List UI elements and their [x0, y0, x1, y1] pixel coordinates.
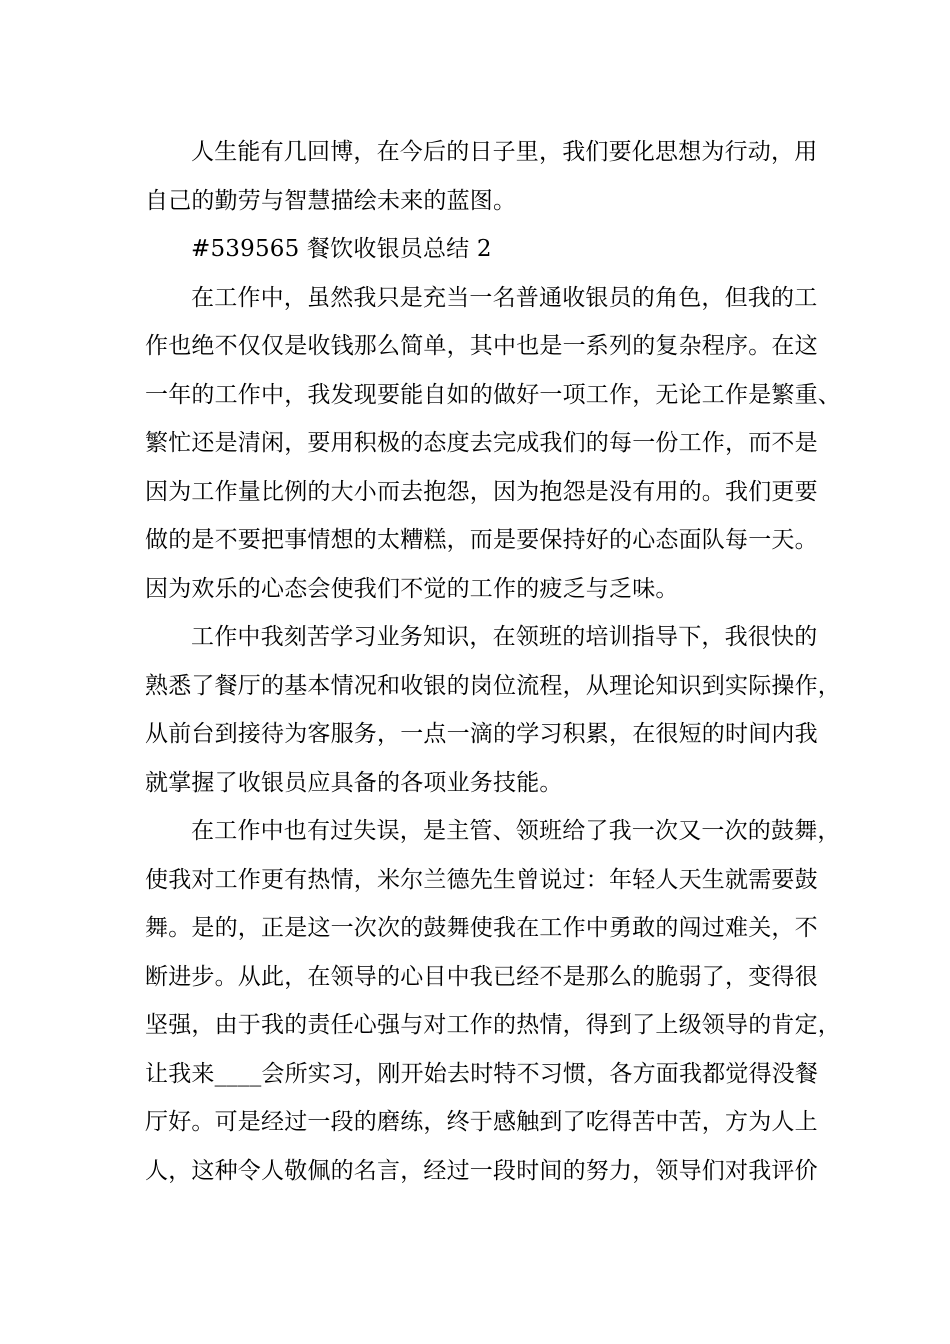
section-heading: #539565 餐饮收银员总结 2	[191, 236, 492, 262]
text-line: 让我来____会所实习，刚开始去时特不习惯，各方面我都觉得没餐	[145, 1060, 819, 1087]
paragraph-work	[145, 274, 841, 614]
text-line: 从前台到接待为客服务，一点一滴的学习积累，在很短的时间内我	[145, 721, 818, 747]
text-line: 人，这种令人敬佩的名言，经过一段时间的努力，领导们对我评价	[145, 1157, 818, 1184]
text-line: 坚强，由于我的责任心强与对工作的热情，得到了上级领导的肯定，	[145, 1012, 841, 1038]
text-line: 作也绝不仅仅是收钱那么简单，其中也是一系列的复杂程序。在这	[145, 333, 818, 359]
text-line: 工作中我刻苦学习业务知识，在领班的培训指导下，我很快的	[191, 624, 818, 650]
text-line: 在工作中也有过失误，是主管、领班给了我一次又一次的鼓舞，	[191, 818, 841, 844]
text-line: 因为欢乐的心态会使我们不觉的工作的疲乏与乏味。	[145, 575, 679, 602]
paragraph-encouragement	[145, 807, 841, 1195]
text-line: 使我对工作更有热情，米尔兰德先生曾说过：年轻人天生就需要鼓	[145, 866, 818, 893]
text-line: 自己的勤劳与智慧描绘未来的蓝图。	[145, 187, 517, 214]
text-line: 厅好。可是经过一段的磨练，终于感触到了吃得苦中苦，方为人上	[145, 1109, 818, 1135]
text-line: 人生能有几回博，在今后的日子里，我们要化思想为行动，用	[191, 139, 818, 165]
text-line: 就掌握了收银员应具备的各项业务技能。	[145, 769, 563, 796]
text-line: 舞。是的，正是这一次次的鼓舞使我在工作中勇敢的闯过难关，不	[145, 915, 818, 941]
paragraph-intro	[145, 128, 818, 225]
text-line: 断进步。从此，在领导的心目中我已经不是那么的脆弱了，变得很	[145, 963, 818, 990]
text-line: 一年的工作中，我发现要能自如的做好一项工作，无论工作是繁重、	[145, 381, 841, 408]
text-line: 因为工作量比例的大小而去抱怨，因为抱怨是没有用的。我们更要	[145, 478, 818, 505]
text-line: 在工作中，虽然我只是充当一名普通收银员的角色，但我的工	[191, 284, 818, 311]
paragraph-study	[145, 613, 841, 807]
document-body	[145, 128, 841, 1195]
text-line: 熟悉了餐厅的基本情况和收银的岗位流程，从理论知识到实际操作，	[145, 672, 841, 699]
text-line: 繁忙还是清闲，要用积极的态度去完成我们的每一份工作，而不是	[145, 430, 818, 456]
text-line: 做的是不要把事情想的太糟糕，而是要保持好的心态面队每一天。	[145, 527, 818, 553]
